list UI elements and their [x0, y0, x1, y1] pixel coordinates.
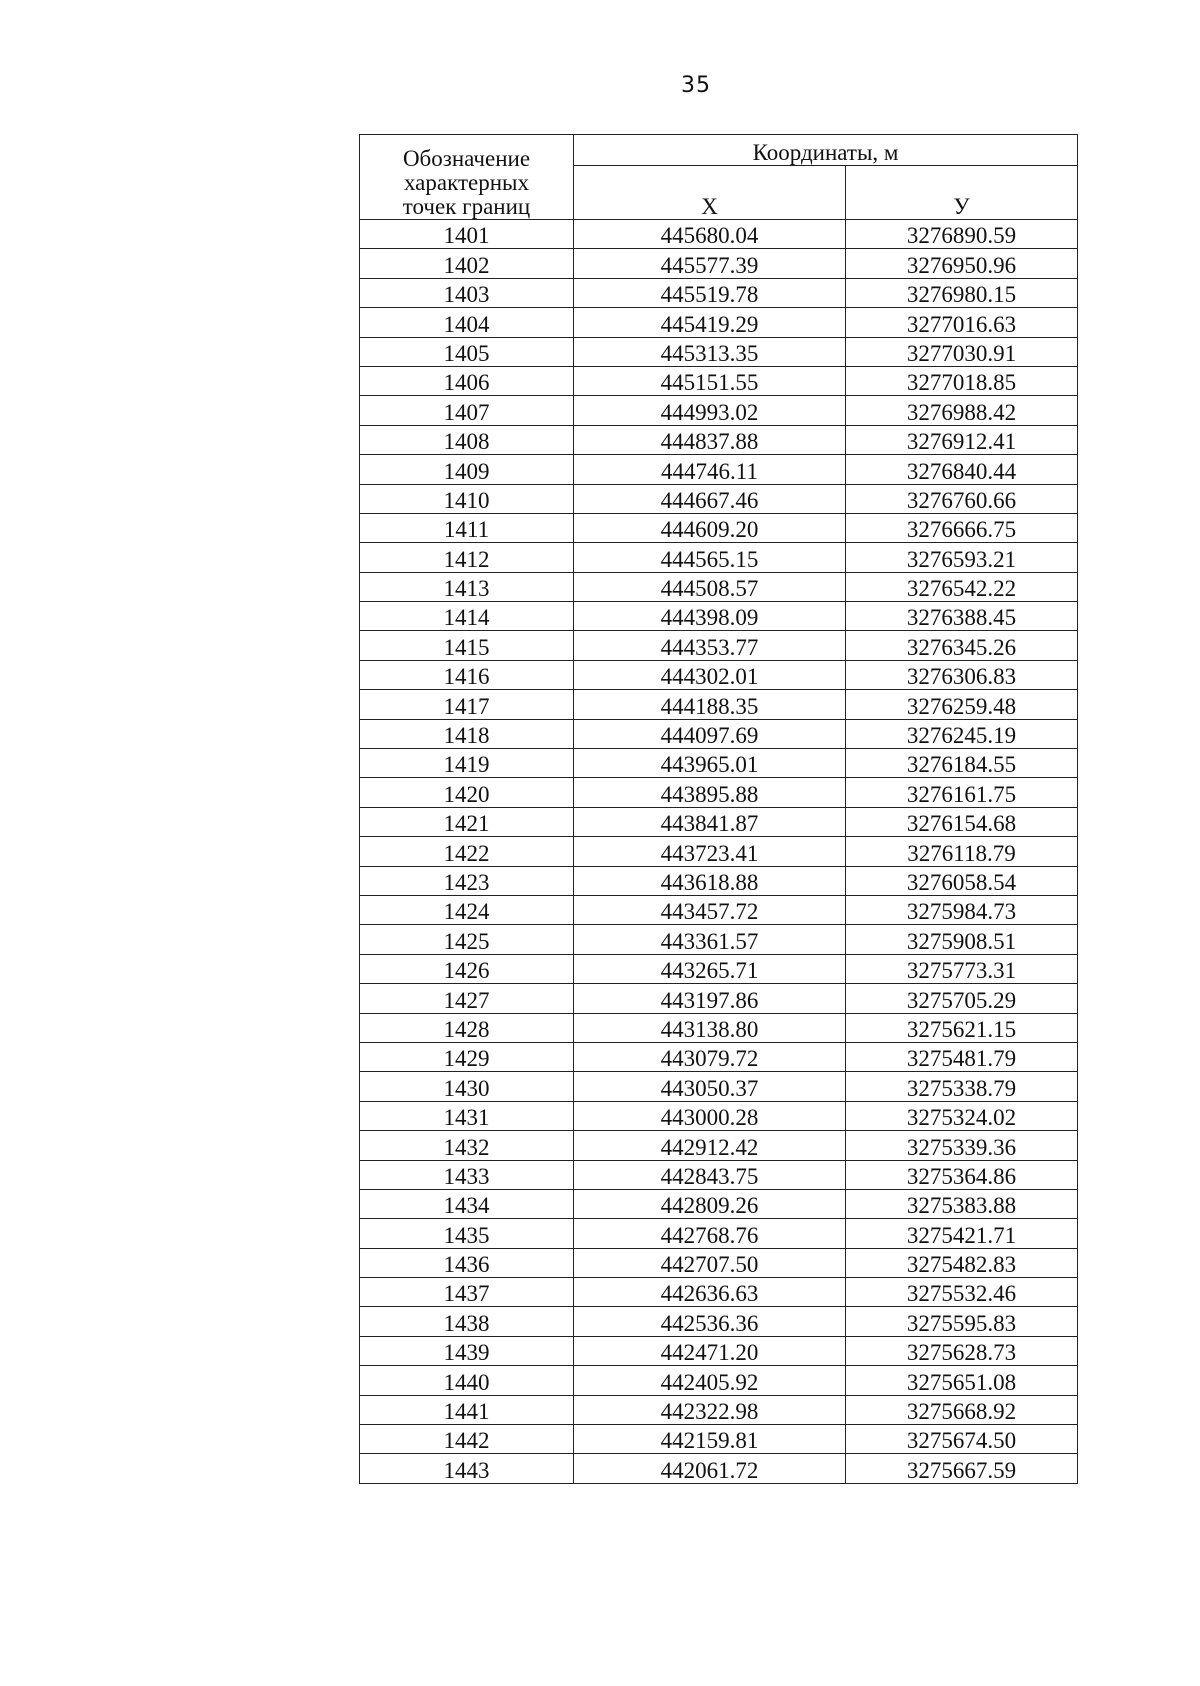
table-row	[360, 484, 1078, 513]
y-coordinate-cell: 3276154.68	[846, 807, 1078, 836]
x-coordinate-cell: 443138.80	[574, 1013, 846, 1042]
point-designation-header-line-3: точек границ	[402, 194, 531, 219]
y-coordinate-cell: 3276840.44	[846, 455, 1078, 484]
table-row	[360, 925, 1078, 954]
y-coordinate-cell: 3276345.26	[846, 631, 1078, 660]
table-row	[360, 1131, 1078, 1160]
coordinates-table	[359, 134, 1078, 1484]
x-coordinate-cell: 445680.04	[574, 220, 846, 249]
table-row	[360, 1336, 1078, 1365]
point-cell: 1442	[360, 1425, 574, 1454]
table-row	[360, 895, 1078, 924]
point-cell: 1437	[360, 1278, 574, 1307]
x-coordinate-cell: 443618.88	[574, 866, 846, 895]
x-coordinate-cell: 443050.37	[574, 1072, 846, 1101]
x-column-header: X	[574, 166, 846, 220]
x-coordinate-cell: 444188.35	[574, 690, 846, 719]
y-coordinate-cell: 3276259.48	[846, 690, 1078, 719]
point-cell: 1403	[360, 278, 574, 307]
point-cell: 1428	[360, 1013, 574, 1042]
y-coordinate-cell: 3276245.19	[846, 719, 1078, 748]
point-cell: 1408	[360, 425, 574, 454]
point-cell: 1413	[360, 572, 574, 601]
table-row	[360, 513, 1078, 542]
table-row	[360, 984, 1078, 1013]
y-coordinate-cell: 3276118.79	[846, 837, 1078, 866]
table-row	[360, 396, 1078, 425]
table-row	[360, 278, 1078, 307]
y-coordinate-cell: 3277018.85	[846, 366, 1078, 395]
x-coordinate-cell: 443965.01	[574, 749, 846, 778]
y-coordinate-cell: 3276980.15	[846, 278, 1078, 307]
table-row	[360, 1278, 1078, 1307]
point-cell: 1426	[360, 954, 574, 983]
point-cell: 1418	[360, 719, 574, 748]
y-coordinate-cell: 3276988.42	[846, 396, 1078, 425]
x-coordinate-cell: 443197.86	[574, 984, 846, 1013]
point-cell: 1401	[360, 220, 574, 249]
y-coordinate-cell: 3276184.55	[846, 749, 1078, 778]
y-coordinate-cell: 3275595.83	[846, 1307, 1078, 1336]
point-cell: 1420	[360, 778, 574, 807]
x-coordinate-cell: 445519.78	[574, 278, 846, 307]
point-designation-header	[360, 135, 574, 220]
point-cell: 1436	[360, 1248, 574, 1277]
coordinates-header: Координаты, м	[574, 135, 1078, 166]
y-coordinate-cell: 3275668.92	[846, 1395, 1078, 1424]
x-coordinate-cell: 444993.02	[574, 396, 846, 425]
table-row	[360, 220, 1078, 249]
y-coordinate-cell: 3275339.36	[846, 1131, 1078, 1160]
table-row	[360, 778, 1078, 807]
y-coordinate-cell: 3275621.15	[846, 1013, 1078, 1042]
y-coordinate-cell: 3276912.41	[846, 425, 1078, 454]
y-coordinate-cell: 3277030.91	[846, 337, 1078, 366]
y-coordinate-cell: 3276950.96	[846, 249, 1078, 278]
y-coordinate-cell: 3276760.66	[846, 484, 1078, 513]
point-cell: 1435	[360, 1219, 574, 1248]
point-cell: 1402	[360, 249, 574, 278]
point-cell: 1440	[360, 1366, 574, 1395]
point-cell: 1404	[360, 308, 574, 337]
header-row-top	[360, 135, 1078, 166]
table-body	[360, 220, 1078, 1484]
point-cell: 1439	[360, 1336, 574, 1365]
y-coordinate-cell: 3275773.31	[846, 954, 1078, 983]
x-coordinate-cell: 443841.87	[574, 807, 846, 836]
x-coordinate-cell: 444837.88	[574, 425, 846, 454]
table-row	[360, 660, 1078, 689]
table-row	[360, 1425, 1078, 1454]
x-coordinate-cell: 445577.39	[574, 249, 846, 278]
point-cell: 1415	[360, 631, 574, 660]
table-row	[360, 455, 1078, 484]
point-cell: 1431	[360, 1101, 574, 1130]
point-cell: 1419	[360, 749, 574, 778]
table-row	[360, 719, 1078, 748]
table-row	[360, 837, 1078, 866]
table-row	[360, 1219, 1078, 1248]
table-row	[360, 1454, 1078, 1483]
y-coordinate-cell: 3275482.83	[846, 1248, 1078, 1277]
table-row	[360, 249, 1078, 278]
x-coordinate-cell: 443723.41	[574, 837, 846, 866]
point-designation-header-line-2: характерных	[403, 170, 529, 195]
table-row	[360, 1160, 1078, 1189]
table-row	[360, 749, 1078, 778]
point-designation-header-line-1: Обозначение	[402, 146, 531, 171]
y-coordinate-cell: 3275908.51	[846, 925, 1078, 954]
table-row	[360, 1395, 1078, 1424]
x-coordinate-cell: 442809.26	[574, 1189, 846, 1218]
point-cell: 1434	[360, 1189, 574, 1218]
table-row	[360, 954, 1078, 983]
point-cell: 1414	[360, 602, 574, 631]
y-coordinate-cell: 3275421.71	[846, 1219, 1078, 1248]
table-row	[360, 1042, 1078, 1071]
x-coordinate-cell: 444609.20	[574, 513, 846, 542]
x-coordinate-cell: 442061.72	[574, 1454, 846, 1483]
table-row	[360, 308, 1078, 337]
x-coordinate-cell: 442536.36	[574, 1307, 846, 1336]
x-coordinate-cell: 445419.29	[574, 308, 846, 337]
point-cell: 1406	[360, 366, 574, 395]
x-coordinate-cell: 442707.50	[574, 1248, 846, 1277]
table-header	[360, 135, 1078, 220]
x-coordinate-cell: 443000.28	[574, 1101, 846, 1130]
y-coordinate-cell: 3275705.29	[846, 984, 1078, 1013]
y-coordinate-cell: 3275674.50	[846, 1425, 1078, 1454]
y-coordinate-cell: 3276593.21	[846, 543, 1078, 572]
x-coordinate-cell: 444398.09	[574, 602, 846, 631]
y-coordinate-cell: 3276058.54	[846, 866, 1078, 895]
y-coordinate-cell: 3276306.83	[846, 660, 1078, 689]
table-row	[360, 1248, 1078, 1277]
x-coordinate-cell: 443265.71	[574, 954, 846, 983]
table-row	[360, 1101, 1078, 1130]
x-coordinate-cell: 444746.11	[574, 455, 846, 484]
point-cell: 1410	[360, 484, 574, 513]
y-coordinate-cell: 3275651.08	[846, 1366, 1078, 1395]
y-coordinate-cell: 3276666.75	[846, 513, 1078, 542]
y-column-header: У	[846, 166, 1078, 220]
y-coordinate-cell: 3275324.02	[846, 1101, 1078, 1130]
y-coordinate-cell: 3275481.79	[846, 1042, 1078, 1071]
table-row	[360, 866, 1078, 895]
point-cell: 1423	[360, 866, 574, 895]
y-coordinate-cell: 3277016.63	[846, 308, 1078, 337]
x-coordinate-cell: 443457.72	[574, 895, 846, 924]
x-coordinate-cell: 442912.42	[574, 1131, 846, 1160]
y-coordinate-cell: 3275667.59	[846, 1454, 1078, 1483]
table-row	[360, 337, 1078, 366]
table-row	[360, 1013, 1078, 1042]
y-coordinate-cell: 3276388.45	[846, 602, 1078, 631]
x-coordinate-cell: 444565.15	[574, 543, 846, 572]
point-cell: 1425	[360, 925, 574, 954]
point-cell: 1433	[360, 1160, 574, 1189]
table-row	[360, 1366, 1078, 1395]
point-cell: 1430	[360, 1072, 574, 1101]
x-coordinate-cell: 444667.46	[574, 484, 846, 513]
y-coordinate-cell: 3275984.73	[846, 895, 1078, 924]
point-cell: 1412	[360, 543, 574, 572]
x-coordinate-cell: 442471.20	[574, 1336, 846, 1365]
point-cell: 1424	[360, 895, 574, 924]
y-coordinate-cell: 3276161.75	[846, 778, 1078, 807]
x-coordinate-cell: 442843.75	[574, 1160, 846, 1189]
x-coordinate-cell: 445313.35	[574, 337, 846, 366]
y-coordinate-cell: 3275338.79	[846, 1072, 1078, 1101]
point-cell: 1405	[360, 337, 574, 366]
y-coordinate-cell: 3275628.73	[846, 1336, 1078, 1365]
table-row	[360, 690, 1078, 719]
page-number: 35	[681, 73, 711, 98]
point-cell: 1416	[360, 660, 574, 689]
x-coordinate-cell: 443079.72	[574, 1042, 846, 1071]
x-coordinate-cell: 444508.57	[574, 572, 846, 601]
x-coordinate-cell: 445151.55	[574, 366, 846, 395]
x-coordinate-cell: 444097.69	[574, 719, 846, 748]
y-coordinate-cell: 3275383.88	[846, 1189, 1078, 1218]
x-coordinate-cell: 442159.81	[574, 1425, 846, 1454]
point-cell: 1411	[360, 513, 574, 542]
x-coordinate-cell: 443895.88	[574, 778, 846, 807]
x-coordinate-cell: 442636.63	[574, 1278, 846, 1307]
x-coordinate-cell: 442768.76	[574, 1219, 846, 1248]
point-cell: 1443	[360, 1454, 574, 1483]
table-row	[360, 807, 1078, 836]
table-row	[360, 631, 1078, 660]
table-row	[360, 1189, 1078, 1218]
x-coordinate-cell: 443361.57	[574, 925, 846, 954]
x-coordinate-cell: 442405.92	[574, 1366, 846, 1395]
table-row	[360, 1307, 1078, 1336]
y-coordinate-cell: 3275532.46	[846, 1278, 1078, 1307]
point-cell: 1441	[360, 1395, 574, 1424]
x-coordinate-cell: 444353.77	[574, 631, 846, 660]
y-coordinate-cell: 3275364.86	[846, 1160, 1078, 1189]
table-row	[360, 543, 1078, 572]
point-cell: 1429	[360, 1042, 574, 1071]
point-cell: 1427	[360, 984, 574, 1013]
table-row	[360, 425, 1078, 454]
point-cell: 1438	[360, 1307, 574, 1336]
point-cell: 1417	[360, 690, 574, 719]
y-coordinate-cell: 3276542.22	[846, 572, 1078, 601]
table-row	[360, 602, 1078, 631]
point-cell: 1407	[360, 396, 574, 425]
point-cell: 1409	[360, 455, 574, 484]
y-coordinate-cell: 3276890.59	[846, 220, 1078, 249]
table-row	[360, 572, 1078, 601]
table-row	[360, 366, 1078, 395]
x-coordinate-cell: 444302.01	[574, 660, 846, 689]
point-cell: 1422	[360, 837, 574, 866]
point-cell: 1421	[360, 807, 574, 836]
point-cell: 1432	[360, 1131, 574, 1160]
table-row	[360, 1072, 1078, 1101]
x-coordinate-cell: 442322.98	[574, 1395, 846, 1424]
